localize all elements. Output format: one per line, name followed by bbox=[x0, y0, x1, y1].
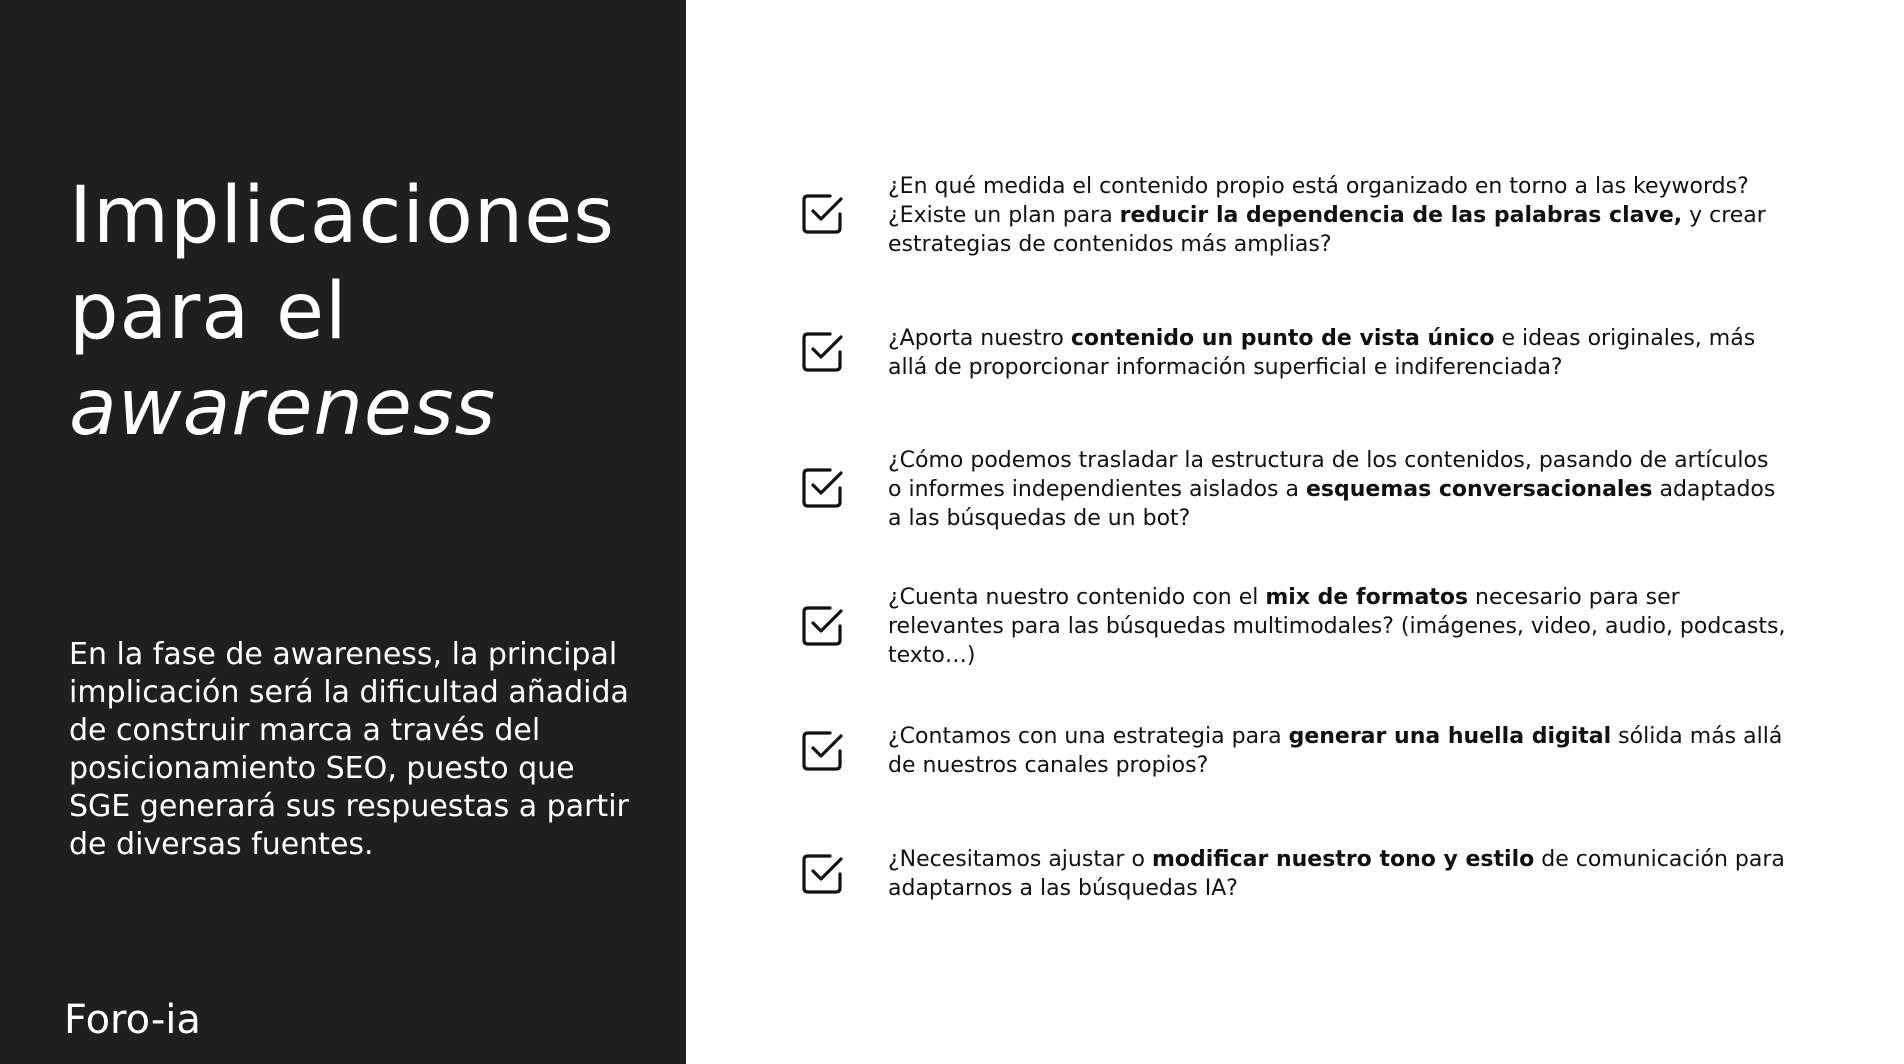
checkbox-checked-icon bbox=[800, 330, 844, 374]
checkbox-checked-icon bbox=[800, 852, 844, 896]
checklist-item-text: ¿Contamos con una estrategia para generar una huella digital sólida más allá de nuestros canales propios? bbox=[888, 724, 1783, 778]
brand-name: Foro-ia bbox=[64, 997, 201, 1043]
checkbox-checked-icon bbox=[800, 729, 844, 773]
slide-title bbox=[69, 168, 615, 456]
intro-paragraph: En la fase de awareness, la principal implicación será la dificultad añadida de construir marca a través del posicionamiento SEO, puesto que SGE generará sus respuestas a partir de diversas fuentes. bbox=[69, 637, 629, 862]
checklist-item-text: ¿Cuenta nuestro contenido con el mix de formatos necesario para ser relevantes para las búsquedas multimodales? (imágenes, video, audio, podcasts, texto…) bbox=[888, 585, 1786, 668]
checklist-item-text: ¿Necesitamos ajustar o modificar nuestro tono y estilo de comunicación para adaptarnos a las búsquedas IA? bbox=[888, 847, 1785, 901]
title-line-italic: awareness bbox=[69, 363, 497, 453]
highlight-text: generar una huella digital bbox=[1288, 724, 1612, 749]
checkbox-checked-icon bbox=[800, 466, 844, 510]
title-line: para el bbox=[69, 267, 348, 357]
checklist-item-text: ¿En qué medida el contenido propio está organizado en torno a las keywords? ¿Existe un plan para reducir la dependencia de las palabras clave, y crear estrategias de contenidos más amplias? bbox=[888, 174, 1766, 257]
left-panel bbox=[0, 0, 686, 1064]
title-line: Implicaciones bbox=[69, 171, 615, 261]
highlight-text: mix de formatos bbox=[1265, 585, 1469, 610]
highlight-text: esquemas conversacionales bbox=[1305, 477, 1653, 502]
highlight-text: modificar nuestro tono y estilo bbox=[1151, 847, 1535, 872]
checkbox-checked-icon bbox=[800, 604, 844, 648]
checklist-item-text: ¿Cómo podemos trasladar la estructura de los contenidos, pasando de artículos o informes independientes aislados a esquemas conversacionales adaptados a las búsquedas de un bot? bbox=[888, 448, 1776, 531]
checkbox-checked-icon bbox=[800, 192, 844, 236]
highlight-text: contenido un punto de vista único bbox=[1070, 326, 1495, 351]
checklist-item-text: ¿Aporta nuestro contenido un punto de vista único e ideas originales, más allá de proporcionar información superficial e indiferenciada? bbox=[888, 326, 1756, 380]
highlight-text: reducir la dependencia de las palabras clave, bbox=[1119, 203, 1683, 228]
